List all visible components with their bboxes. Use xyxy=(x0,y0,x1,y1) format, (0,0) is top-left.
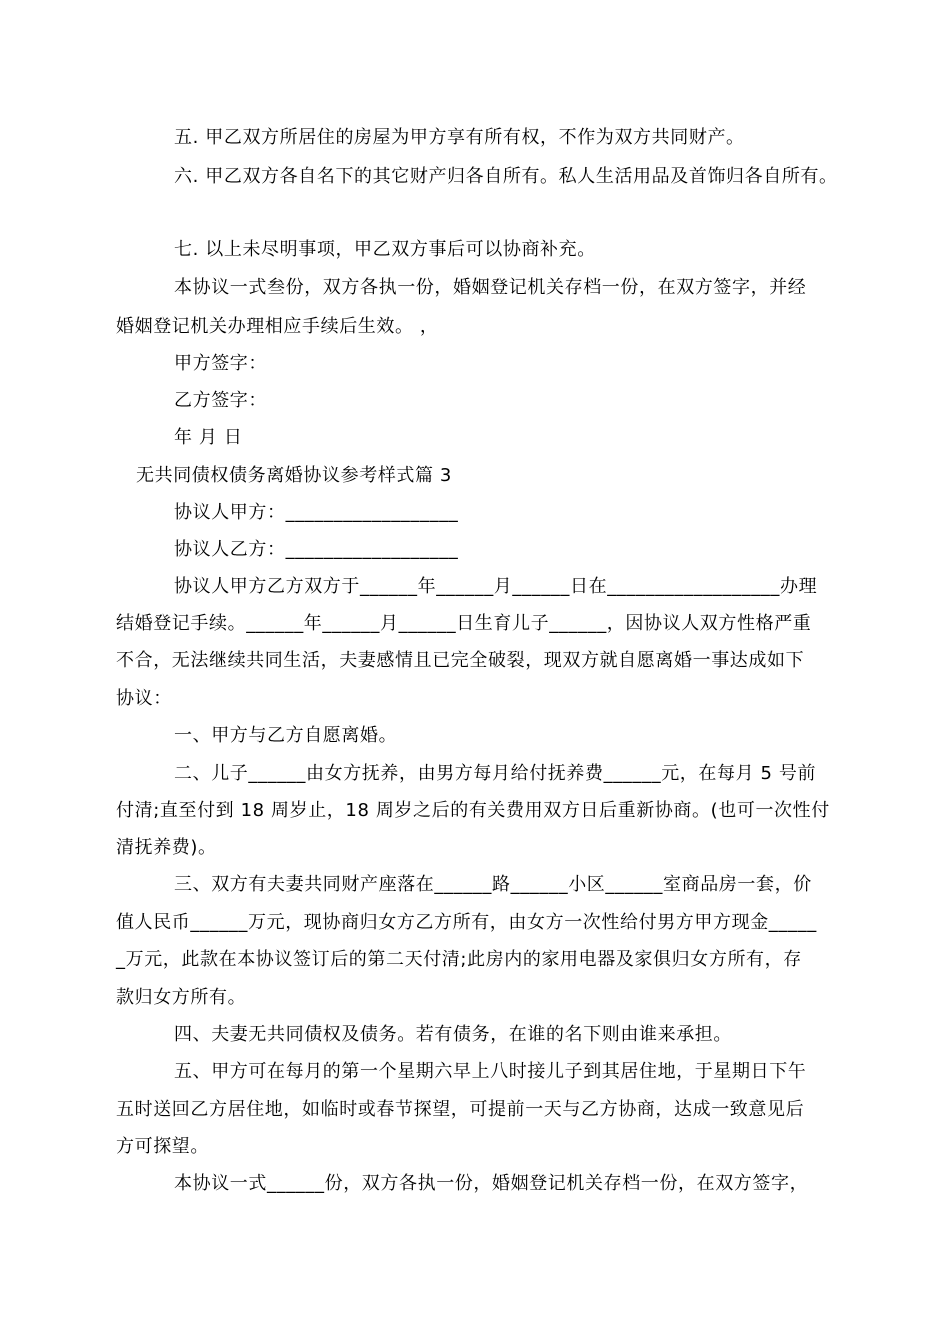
party-b-field: 协议人乙方：__________________ xyxy=(174,539,459,560)
section-heading: 无共同债权债务离婚协议参考样式篇 3 xyxy=(136,465,452,486)
closing-paragraph-line-1: 本协议一式______份，双方各执一份，婚姻登记机关存档一份，在双方签字， xyxy=(174,1173,809,1194)
article-three-line-2: 值人民币______万元，现协商归女方乙方所有，由女方一次性给付男方甲方现金_____ xyxy=(116,912,817,933)
article-five-line-2: 五时送回乙方居住地，如临时或春节探望，可提前一天与乙方协商，达成一致意见后 xyxy=(116,1099,805,1120)
intro-paragraph-line-3: 不合，无法继续共同生活，夫妻感情且已完全破裂，现双方就自愿离婚一事达成如下 xyxy=(116,650,805,671)
article-two-line-2: 付清;直至付到 18 周岁止，18 周岁之后的有关费用双方日后重新协商。(也可一次性付 xyxy=(116,800,830,821)
article-five-line-1: 五、甲方可在每月的第一个星期六早上八时接儿子到其居住地，于星期日下午 xyxy=(174,1061,807,1082)
copies-paragraph-line-1: 本协议一式叁份，双方各执一份，婚姻登记机关存档一份，在双方签字，并经 xyxy=(174,277,807,298)
article-five-line-3: 方可探望。 xyxy=(116,1136,209,1157)
party-b-signature-label: 乙方签字： xyxy=(174,390,267,411)
article-two-line-3: 清抚养费)。 xyxy=(116,837,217,858)
intro-paragraph-line-1: 协议人甲方乙方双方于______年______月______日在__________________办理 xyxy=(174,576,818,597)
clause-seven-supplement: 七. 以上未尽明事项，甲乙双方事后可以协商补充。 xyxy=(174,239,596,260)
intro-paragraph-line-2: 结婚登记手续。______年______月______日生育儿子______，因协议人双方性格严重 xyxy=(116,613,812,634)
article-four: 四、夫妻无共同债权及债务。若有债务，在谁的名下则由谁来承担。 xyxy=(174,1024,732,1045)
clause-five-house: 五. 甲乙双方所居住的房屋为甲方享有所有权，不作为双方共同财产。 xyxy=(174,127,745,148)
article-one: 一、甲方与乙方自愿离婚。 xyxy=(174,725,398,746)
party-a-field: 协议人甲方：__________________ xyxy=(174,502,459,523)
article-three-line-1: 三、双方有夫妻共同财产座落在______路______小区______室商品房一套，价 xyxy=(174,874,812,895)
clause-six-property: 六. 甲乙双方各自名下的其它财产归各自所有。私人生活用品及首饰归各自所有。 xyxy=(174,166,838,187)
article-two-line-1: 二、儿子______由女方抚养，由男方每月给付抚养费______元，在每月 5 号前 xyxy=(174,763,817,784)
intro-paragraph-line-4: 协议： xyxy=(116,688,172,709)
date-label: 年 月 日 xyxy=(174,427,243,448)
copies-paragraph-line-2: 婚姻登记机关办理相应手续后生效。 ， xyxy=(116,316,439,337)
article-three-line-4: 款归女方所有。 xyxy=(116,987,247,1008)
article-three-line-3: _万元，此款在本协议签订后的第二天付清;此房内的家用电器及家俱归女方所有，存 xyxy=(116,949,802,970)
party-a-signature-label: 甲方签字： xyxy=(174,353,267,374)
